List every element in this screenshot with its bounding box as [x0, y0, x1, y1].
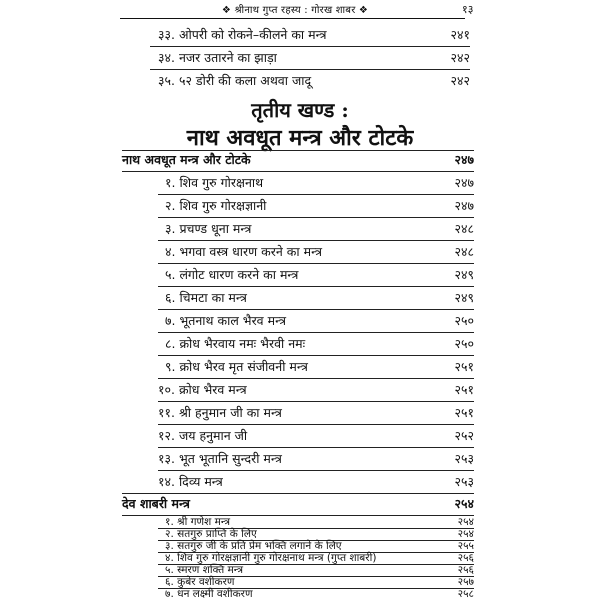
entry-page: २५०	[454, 336, 474, 351]
entry-title: १४. दिव्य मन्त्र	[158, 474, 223, 489]
entry-title: १. शिव गुरु गोरक्षनाथ	[165, 175, 264, 190]
toc-entry	[165, 333, 474, 355]
section-page: २४७	[454, 152, 474, 167]
entry-title: ४. शिव गुरु गोरक्षज्ञानी गुरु गोरक्षनाथ मन्त्र (गुप्त शाबरी)	[165, 552, 377, 564]
entry-title: ६. चिमटा का मन्त्र	[165, 290, 247, 305]
entry-title: १३. भूत भूतानि सुन्दरी मन्त्र	[158, 451, 282, 466]
entry-title: १२. जय हनुमान जी	[158, 428, 248, 443]
toc-entry	[158, 70, 470, 92]
entry-title: ३. सतगुरु जी के प्रति प्रेम भक्ति लगाने के लिए	[165, 540, 342, 552]
entry-title: ३४. नजर उतारने का झाड़ा	[158, 50, 277, 65]
toc-entry	[165, 540, 474, 552]
entry-page: २५४	[457, 528, 474, 540]
entry-page: २४९	[454, 267, 474, 282]
entry-page: २४९	[454, 290, 474, 305]
entry-page: २४२	[450, 73, 470, 88]
entry-title: २. शिव गुरु गोरक्षज्ञानी	[165, 198, 267, 213]
toc-entry	[165, 310, 474, 332]
entry-page: २४८	[454, 221, 474, 236]
running-title: ❖ श्रीनाथ गुप्त रहस्य : गोरख शाबर ❖	[221, 5, 369, 16]
entry-page: २५६	[457, 564, 474, 576]
entry-page: २४७	[454, 198, 474, 213]
section-page: २५४	[454, 496, 474, 511]
entry-page: २५०	[454, 313, 474, 328]
toc-entry	[165, 287, 474, 309]
entry-title: ८. क्रोध भैरवाय नमः भैरवी नमः	[165, 336, 306, 351]
part-subtitle: नाथ अवधूत मन्त्र और टोटके	[186, 125, 414, 151]
part-title: तृतीय खण्ड :	[251, 98, 349, 122]
entry-page: २५५	[457, 540, 474, 552]
toc-entry	[165, 218, 474, 240]
entry-title: १०. क्रोध भैरव मन्त्र	[158, 382, 247, 397]
toc-entry	[158, 425, 474, 447]
entry-title: ७. धन लक्ष्मी वशीकरण	[165, 588, 253, 600]
toc-entry	[165, 528, 474, 540]
toc-entry	[165, 356, 474, 378]
entry-title: ५. लंगोट धारण करने का मन्त्र	[165, 267, 299, 282]
entry-page: २४८	[454, 244, 474, 259]
entry-title: २. सतगुरु प्राप्ति के लिए	[165, 528, 257, 540]
entry-title: ४. भगवा वस्त्र धारण करने का मन्त्र	[165, 244, 323, 259]
toc-entry	[165, 564, 474, 576]
toc-entry	[165, 195, 474, 217]
entry-page: २५१	[454, 405, 474, 420]
entry-page: २४१	[450, 27, 470, 42]
entry-title: ३. प्रचण्ड धूना मन्त्र	[165, 221, 252, 236]
entry-page: २४७	[454, 175, 474, 190]
entry-title: ९. क्रोध भैरव मृत संजीवनी मन्त्र	[165, 359, 308, 374]
entry-page: २५३	[454, 474, 474, 489]
toc-entry	[165, 576, 474, 588]
toc-entry	[158, 448, 474, 470]
toc-entry	[165, 588, 474, 600]
entry-page: २५३	[454, 451, 474, 466]
toc-entry	[165, 516, 474, 528]
entry-title: १. श्री गणेश मन्त्र	[165, 516, 231, 528]
toc-entry	[158, 402, 474, 424]
toc-entry	[158, 471, 474, 493]
entry-title: ११. श्री हनुमान जी का मन्त्र	[158, 405, 282, 420]
entry-page: २५२	[454, 428, 474, 443]
toc-entry	[158, 24, 470, 46]
entry-title: ३५. ५२ डोरी की कला अथवा जादू	[158, 73, 312, 88]
page-number: १३	[462, 3, 474, 16]
section-heading	[122, 493, 474, 515]
section-heading	[122, 149, 474, 171]
entry-title: ६. कुबेर वशीकरण	[165, 576, 235, 588]
header-rule	[120, 18, 465, 19]
entry-page: २५७	[457, 576, 474, 588]
entry-page: २५६	[457, 552, 474, 564]
entry-page: २४२	[450, 50, 470, 65]
toc-entry	[158, 47, 470, 69]
entry-page: २५१	[454, 359, 474, 374]
entry-title: ३३. ओपरी को रोकने–कीलने का मन्त्र	[158, 27, 327, 42]
toc-entry	[158, 379, 474, 401]
entry-page: २५८	[457, 588, 474, 600]
toc-entry	[165, 241, 474, 263]
section-title: देव शाबरी मन्त्र	[122, 496, 190, 511]
toc-entry	[165, 264, 474, 286]
toc-entry	[165, 172, 474, 194]
entry-page: २५१	[454, 382, 474, 397]
section-title: नाथ अवधूत मन्त्र और टोटके	[122, 152, 251, 167]
entry-title: ५. स्मरण शक्ति मन्त्र	[165, 564, 244, 576]
toc-entry	[165, 552, 474, 564]
entry-title: ७. भूतनाथ काल भैरव मन्त्र	[165, 313, 287, 328]
entry-page: २५४	[457, 516, 474, 528]
